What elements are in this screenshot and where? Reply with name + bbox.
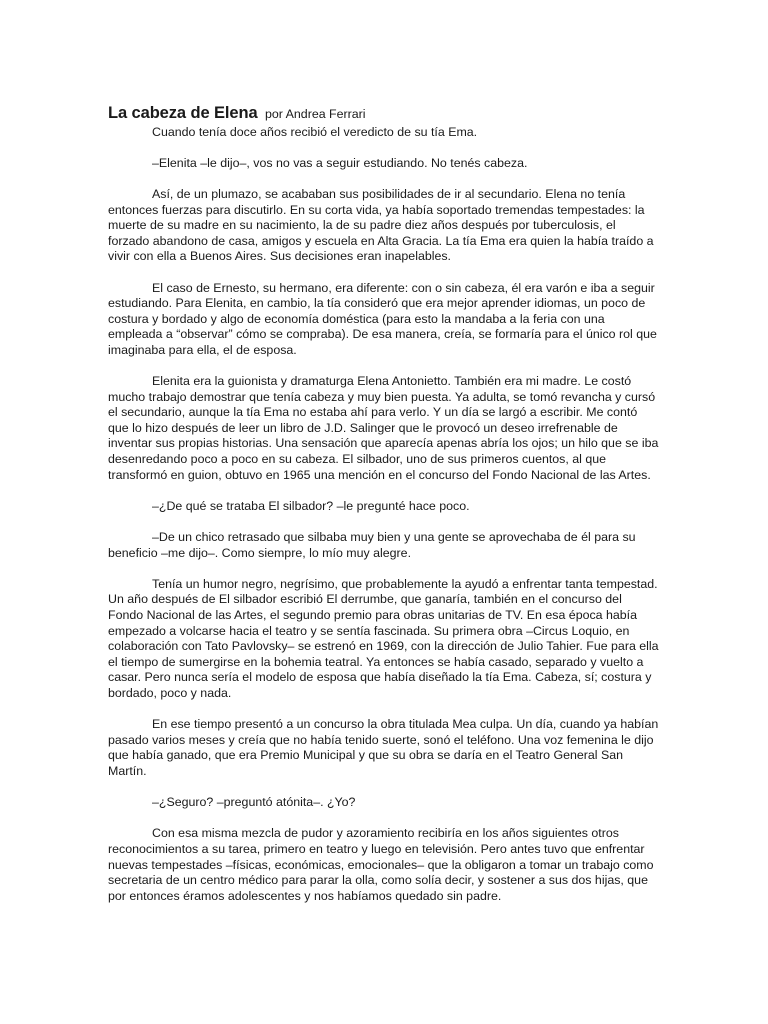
- paragraph-7: –De un chico retrasado que silbaba muy bien y una gente se aprovechaba de él para su beneficio –me dijo–. Como siempre, lo mío muy alegre.: [108, 530, 636, 560]
- article-body: [108, 125, 660, 905]
- document-title: La cabeza de Elena: [108, 104, 258, 122]
- paragraph-2: –Elenita –le dijo–, vos no vas a seguir estudiando. No tenés cabeza.: [152, 155, 528, 170]
- paragraph-4: El caso de Ernesto, su hermano, era diferente: con o sin cabeza, él era varón e iba a seguir estudiando. Para Elenita, en cambio, la tía consideró que era mejor aprender idiomas, un poco de costura y bordado y algo de economía doméstica (para esto la mandaba a la feria con una empleada a “observar” cómo se compraba). De esa manera, creía, se formaría para el único rol que imaginaba para ella, el de esposa.: [108, 280, 657, 357]
- paragraph-11: Con esa misma mezcla de pudor y azoramiento recibiría en los años siguientes otros reconocimientos a su tarea, primero en teatro y luego en televisión. Pero antes tuvo que enfrentar nuevas tempestades –físicas, económicas, emocionales– que la obligaron a tomar un trabajo como secretaria de un centro médico para parar la olla, como solía decir, y sostener a sus dos hijas, que por entonces éramos adolescentes y nos habíamos quedado sin padre.: [108, 826, 654, 903]
- paragraph-6: –¿De qué se trataba El silbador? –le pregunté hace poco.: [152, 498, 470, 513]
- paragraph-3: Así, de un plumazo, se acababan sus posibilidades de ir al secundario. Elena no tenía entonces fuerzas para discutirlo. En su corta vida, ya había soportado tremendas tempestades: la muerte de su madre en su nacimiento, la de su padre diez años después por tuberculosis, el forzado abandono de casa, amigos y escuela en Alta Gracia. La tía Ema era quien la había traído a vivir con ella a Buenos Aires. Sus decisiones eran inapelables.: [108, 186, 654, 264]
- title-row: [108, 106, 660, 123]
- paragraph-10: –¿Seguro? –preguntó atónita–. ¿Yo?: [152, 795, 356, 810]
- paragraph-8: Tenía un humor negro, negrísimo, que probablemente la ayudó a enfrentar tanta tempestad. Un año después de El silbador escribió El derrumbe, que ganaría, también en el concurso del Fondo Nacional de las Artes, el segundo premio para obras unitarias de TV. En esa época había empezado a volcarse hacia el teatro y se sentía fascinada. Su primera obra –Circus Loquio, en colaboración con Tato Pavlovsky– se estrenó en 1969, con la dirección de Julio Tahier. Fue para ella el tiempo de sumergirse en la bohemia teatral. Ya entonces se había casado, separado y vuelto a casar. Pero nunca sería el modelo de esposa que había diseñado la tía Ema. Cabeza, sí; costura y bordado, poco y nada.: [108, 576, 659, 700]
- paragraph-9: En ese tiempo presentó a un concurso la obra titulada Mea culpa. Un día, cuando ya habían pasado varios meses y creía que no había tenido suerte, sonó el teléfono. Una voz femenina le dijo que había ganado, que era Premio Municipal y que su obra se daría en el Teatro General San Martín.: [108, 717, 659, 778]
- paragraph-1: Cuando tenía doce años recibió el veredicto de su tía Ema.: [152, 124, 478, 139]
- document-page: [108, 106, 660, 920]
- author-byline: por Andrea Ferrari: [264, 107, 366, 121]
- paragraph-5: Elenita era la guionista y dramaturga Elena Antonietto. También era mi madre. Le costó mucho trabajo demostrar que tenía cabeza y muy bien puesta. Ya adulta, se tomó revancha y cursó el secundario, aunque la tía Ema no estaba ahí para verlo. Y un día se largó a escribir. Me contó que lo hizo después de leer un libro de J.D. Salinger que le provocó un deseo irrefrenable de inventar sus propias historias. Una sensación que aparecía apenas abría los ojos; un hilo que se iba desenredando poco a poco en su cabeza. El silbador, uno de sus primeros cuentos, al que transformó en guion, obtuvo en 1965 una mención en el concurso del Fondo Nacional de las Artes.: [108, 374, 659, 482]
